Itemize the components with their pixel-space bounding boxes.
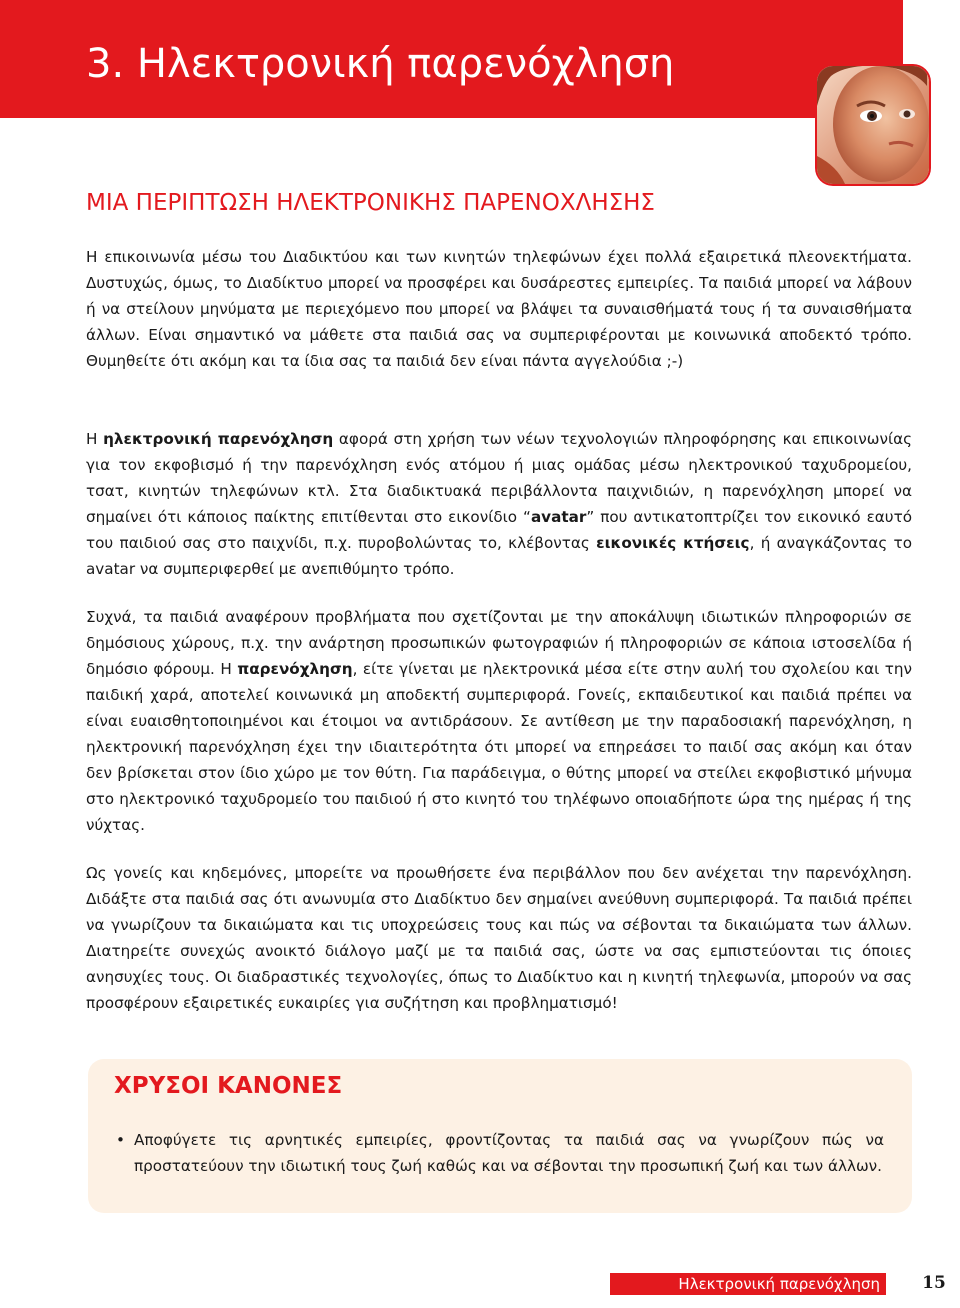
- golden-rules-box: [88, 1059, 912, 1213]
- bold-term: ηλεκτρονική παρενόχληση: [103, 430, 334, 448]
- bold-term: εικονικές κτήσεις: [596, 534, 750, 552]
- intro-paragraph: Η επικοινωνία μέσω του Διαδικτύου και των κινητών τηλεφώνων έχει πολλά εξαιρετικά πλεονεκτήματα. Δυστυχώς, όμως, το Διαδίκτυο μπορεί να προσφέρει και δυσάρεστες εμπειρίες. Τα παιδιά μπορεί να λάβουν ή να στείλουν μηνύματα με περιεχόμενο που μπορεί να βλάψει τα συναισθήματά τους ή τα συναισθήματα άλλων. Είναι σημαντικό να μάθετε στα παιδιά σας να συμπεριφέρονται με κοινωνικά αποδεκτό τρόπο. Θυμηθείτε ότι ακόμη και τα ίδια σας τα παιδιά δεν είναι πάντα αγγελούδια ;-): [86, 248, 912, 370]
- chapter-header-bar: [0, 0, 903, 118]
- list-item: • Αποφύγετε τις αρνητικές εμπειρίες, φροντίζοντας τα παιδιά σας να γνωρίζουν πώς να προστατεύουν την ιδιωτική τους ζωή καθώς και να σέβονται την προσωπική ζωή και των άλλων.: [118, 1127, 884, 1179]
- text-run: Συχνά, τα παιδιά αναφέρουν προβλήματα που σχετίζονται με την αποκάλυψη ιδιωτικών πληροφοριών σε δημόσιους χώρους, π.χ. την ανάρτηση προσωπικών φωτογραφιών ή πληροφοριών σε κάποια ιστοσελίδα ή δημόσιο φόρουμ. Η: [86, 608, 912, 678]
- text-run: , ή αναγκάζοντας το avatar να συμπεριφερθεί με ανεπιθύμητο τρόπο.: [86, 534, 912, 578]
- golden-rules-title: ΧΡΥΣΟΙ ΚΑΝΟΝΕΣ: [114, 1073, 343, 1099]
- bold-term: παρενόχληση: [237, 660, 353, 678]
- footer-chapter-label: Ηλεκτρονική παρενόχληση: [610, 1273, 886, 1295]
- definition-paragraph: [86, 426, 912, 582]
- text-run: , είτε γίνεται με ηλεκτρονικά μέσα είτε στην αυλή του σχολείου και την παιδική χαρά, αποτελεί κοινωνικά μη αποδεκτή συμπεριφορά. Γονείς, εκπαιδευτικοί και παιδιά πρέπει να είναι ευαισθητοποιημένοι και έτοιμοι να αντιδράσουν. Σε αντίθεση με την παραδοσιακή παρενόχληση, η ηλεκτρονική παρενόχληση έχει την ιδιαιτερότητα ότι μπορεί να επηρεάσει το παιδί σας ακόμη και όταν δεν βρίσκεται στον ίδιο χώρο με τον θύτη. Για παράδειγμα, ο θύτης μπορεί να στείλει εκφοβιστικό μήνυμα στο ηλεκτρονικό ταχυδρομείο του παιδιού ή στο κινητό του τηλέφωνο οποιαδήποτε ώρα της ημέρας ή της νύχτας.: [86, 660, 912, 834]
- chapter-title: 3. Ηλεκτρονική παρενόχληση: [86, 41, 675, 87]
- text-run: ” που αντικατοπτρίζει τον εικονικό εαυτό του παιδιού σας στο παιχνίδι, π.χ. πυροβολώντας το, κλέβοντας: [86, 508, 913, 552]
- privacy-paragraph: [86, 604, 912, 838]
- text-run: αφορά στη χρήση των νέων τεχνολογιών πληροφόρησης και επικοινωνίας για τον εκφοβισμό ή την παρενόχληση ενός ατόμου ή μιας ομάδας μέσω ηλεκτρονικού ταχυδρομείου, τσατ, κινητών τηλεφώνων κτλ. Στα διαδικτυακά περιβάλλοντα παιχνιδιών, η παρενόχληση μπορεί να σημαίνει ότι κάποιος παίκτης επιτίθενται στο εικονίδιο “: [86, 430, 913, 526]
- section-title: ΜΙΑ ΠΕΡΙΠΤΩΣΗ ΗΛΕΚΤΡΟΝΙΚΗΣ ΠΑΡΕΝΟΧΛΗΣΗΣ: [86, 190, 655, 216]
- parents-paragraph: Ως γονείς και κηδεμόνες, μπορείτε να προωθήσετε ένα περιβάλλον που δεν ανέχεται την παρενόχληση. Διδάξτε στα παιδιά σας ότι ανωνυμία στο Διαδίκτυο δεν σημαίνει ανεύθυνη συμπεριφορά. Τα παιδιά πρέπει να γνωρίζουν τα δικαιώματα και τις υποχρεώσεις τους και πώς να σέβονται τα δικαιώματα των άλλων. Διατηρείτε συνεχώς ανοικτό διάλογο μαζί με τα παιδιά σας, ώστε να σας εμπιστεύονται τις όποιες ανησυχίες τους. Οι διαδραστικές τεχνολογίες, όπως το Διαδίκτυο και η κινητή τηλεφωνία, μπορούν να σας προσφέρουν εξαιρετικές ευκαιρίες για συζήτηση και προβληματισμό!: [86, 864, 912, 1012]
- text-run: Η: [86, 430, 104, 448]
- golden-rules-list: [118, 1127, 884, 1179]
- child-photo: [817, 66, 929, 184]
- page-number: 15: [922, 1273, 946, 1293]
- bold-term: avatar: [530, 508, 587, 526]
